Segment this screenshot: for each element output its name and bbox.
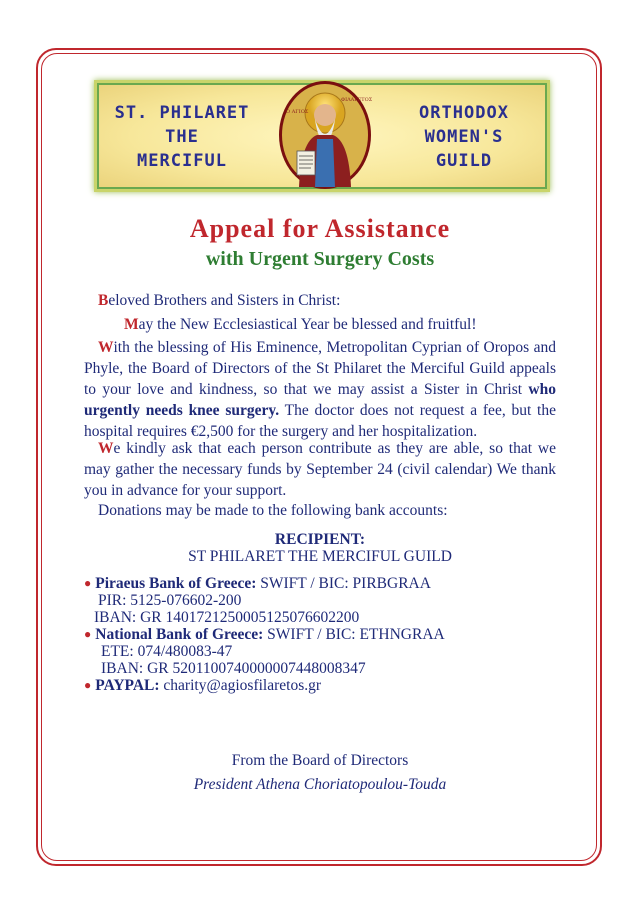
banner-left-line: THE [165, 127, 199, 147]
banner-right-line: WOMEN'S [424, 127, 504, 147]
appeal-text-a: ith the blessing of His Eminence, Metropolitan Cyprian of Oropos and Phyle, the Board of Directors of the St Philaret the Merciful Guild appeals to your love and kindness, so that we may assist a Sister in Christ [84, 339, 556, 398]
banner-left-line: MERCIFUL [137, 151, 227, 171]
recipient-label: RECIPIENT: [274, 531, 366, 548]
bank-iban: IBAN: GR 5201100740000007448008347 [101, 660, 366, 677]
paypal-label: PAYPAL: [95, 677, 160, 694]
recipient-name: ST PHILARET THE MERCIFUL GUILD [188, 548, 452, 565]
wish-dropcap: M [124, 316, 139, 333]
icon-inscription-left: Ο ΑΓΙΟΣ [286, 109, 309, 115]
bullet-icon: ● [84, 627, 92, 641]
request-text: e kindly ask that each person contribute as they are able, so that we may gather the necessary funds by September 24 (civil calendar) We thank you in advance for your support. [84, 440, 556, 499]
bank-swift: SWIFT / BIC: PIRBGRAA [260, 575, 431, 592]
donations-line: Donations may be made to the following bank accounts: [98, 502, 448, 519]
paypal-line [84, 677, 321, 695]
appeal-bold: who urgently needs knee surgery. [84, 381, 556, 419]
banner-left-line: ST. PHILARET [114, 103, 250, 123]
banner-right-line: ORTHODOX [419, 103, 509, 123]
bullet-icon: ● [84, 678, 92, 692]
guild-banner [94, 80, 550, 192]
bank-account: PIR: 5125-076602-200 [98, 592, 242, 609]
president-name: President Athena Choriatopoulou-Touda [193, 776, 447, 793]
bank-account: ETE: 074/480083-47 [101, 643, 233, 660]
saint-icon [277, 79, 373, 191]
wish-text: ay the New Ecclesiastical Year be blessed and fruitful! [138, 316, 477, 333]
appeal-text-b: The doctor does not request a fee, but the hospital requires €2,500 for the surgery and her hospitalization. [84, 402, 556, 440]
bullet-icon: ● [84, 576, 92, 590]
bank-iban: IBAN: GR 1401721250005125076602200 [94, 609, 360, 626]
icon-inscription-right: ΦΙΛΑΡΕΤΟΣ [341, 97, 373, 103]
wish-line [124, 314, 596, 335]
greeting-line [98, 290, 570, 311]
page-title: Appeal for Assistance [189, 214, 451, 243]
bank-name: Piraeus Bank of Greece: [95, 575, 257, 592]
page-subtitle: with Urgent Surgery Costs [205, 248, 435, 270]
request-paragraph [84, 438, 556, 501]
bank-name: National Bank of Greece: [95, 626, 264, 643]
banner-right-line: GUILD [435, 151, 493, 171]
banner-right-text [389, 101, 539, 173]
greeting-text: eloved Brothers and Sisters in Christ: [108, 292, 341, 309]
banner-left-text [107, 101, 257, 173]
greeting-dropcap: B [98, 292, 109, 309]
bank-national [84, 626, 445, 644]
paypal-email: charity@agiosfilaretos.gr [163, 677, 322, 694]
signoff-line: From the Board of Directors [231, 752, 409, 769]
request-dropcap: W [98, 440, 114, 457]
bank-swift: SWIFT / BIC: ETHNGRAA [267, 626, 445, 643]
appeal-dropcap: W [98, 339, 114, 356]
appeal-paragraph [84, 337, 556, 442]
bank-piraeus [84, 575, 431, 593]
